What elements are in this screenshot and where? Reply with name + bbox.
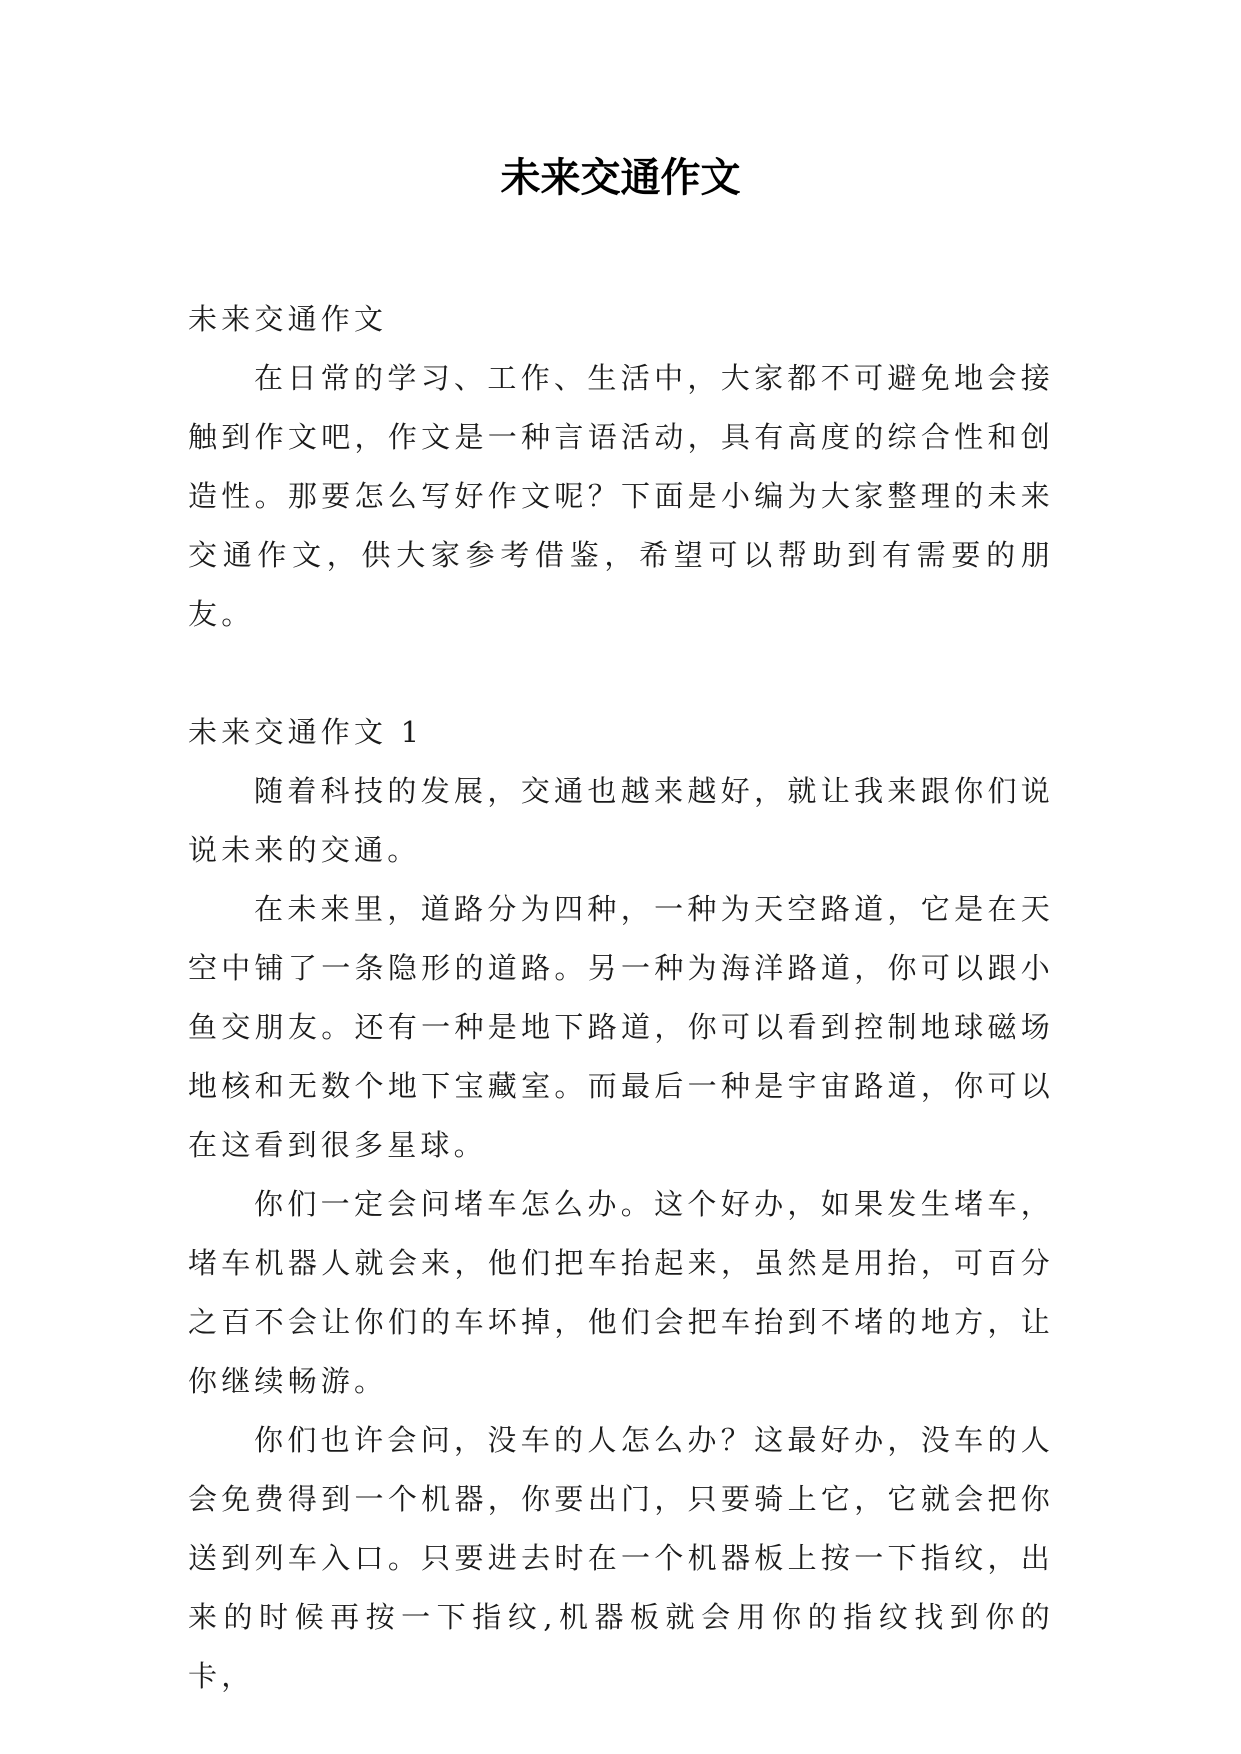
intro-paragraph: 在日常的学习、工作、生活中，大家都不可避免地会接触到作文吧，作文是一种言语活动，具有高度的综合性和创造性。那要怎么写好作文呢？下面是小编为大家整理的未来交通作文，供大家参考借鉴，希望可以帮助到有需要的朋友。 bbox=[188, 361, 1054, 631]
essay-1-paragraph: 你们也许会问，没车的人怎么办？这最好办，没车的人会免费得到一个机器，你要出门，只要骑上它，它就会把你送到列车入口。只要进去时在一个机器板上按一下指纹，出来的时候再按一下指纹,机器板就会用你的指纹找到你的卡， bbox=[188, 1423, 1054, 1693]
document-title: 未来交通作文 bbox=[500, 155, 741, 201]
document-body bbox=[188, 290, 1054, 1706]
essay-1-paragraph: 随着科技的发展，交通也越来越好，就让我来跟你们说说未来的交通。 bbox=[188, 774, 1054, 867]
essay-1-heading: 未来交通作文 1 bbox=[188, 715, 424, 749]
essay-1-paragraph: 你们一定会问堵车怎么办。这个好办，如果发生堵车，堵车机器人就会来，他们把车抬起来，虽然是用抬，可百分之百不会让你们的车坏掉，他们会把车抬到不堵的地方，让你继续畅游。 bbox=[188, 1187, 1054, 1398]
intro-heading: 未来交通作文 bbox=[188, 302, 388, 336]
essay-1-paragraph: 在未来里，道路分为四种，一种为天空路道，它是在天空中铺了一条隐形的道路。另一种为海洋路道，你可以跟小鱼交朋友。还有一种是地下路道，你可以看到控制地球磁场地核和无数个地下宝藏室。而最后一种是宇宙路道，你可以在这看到很多星球。 bbox=[188, 892, 1054, 1162]
